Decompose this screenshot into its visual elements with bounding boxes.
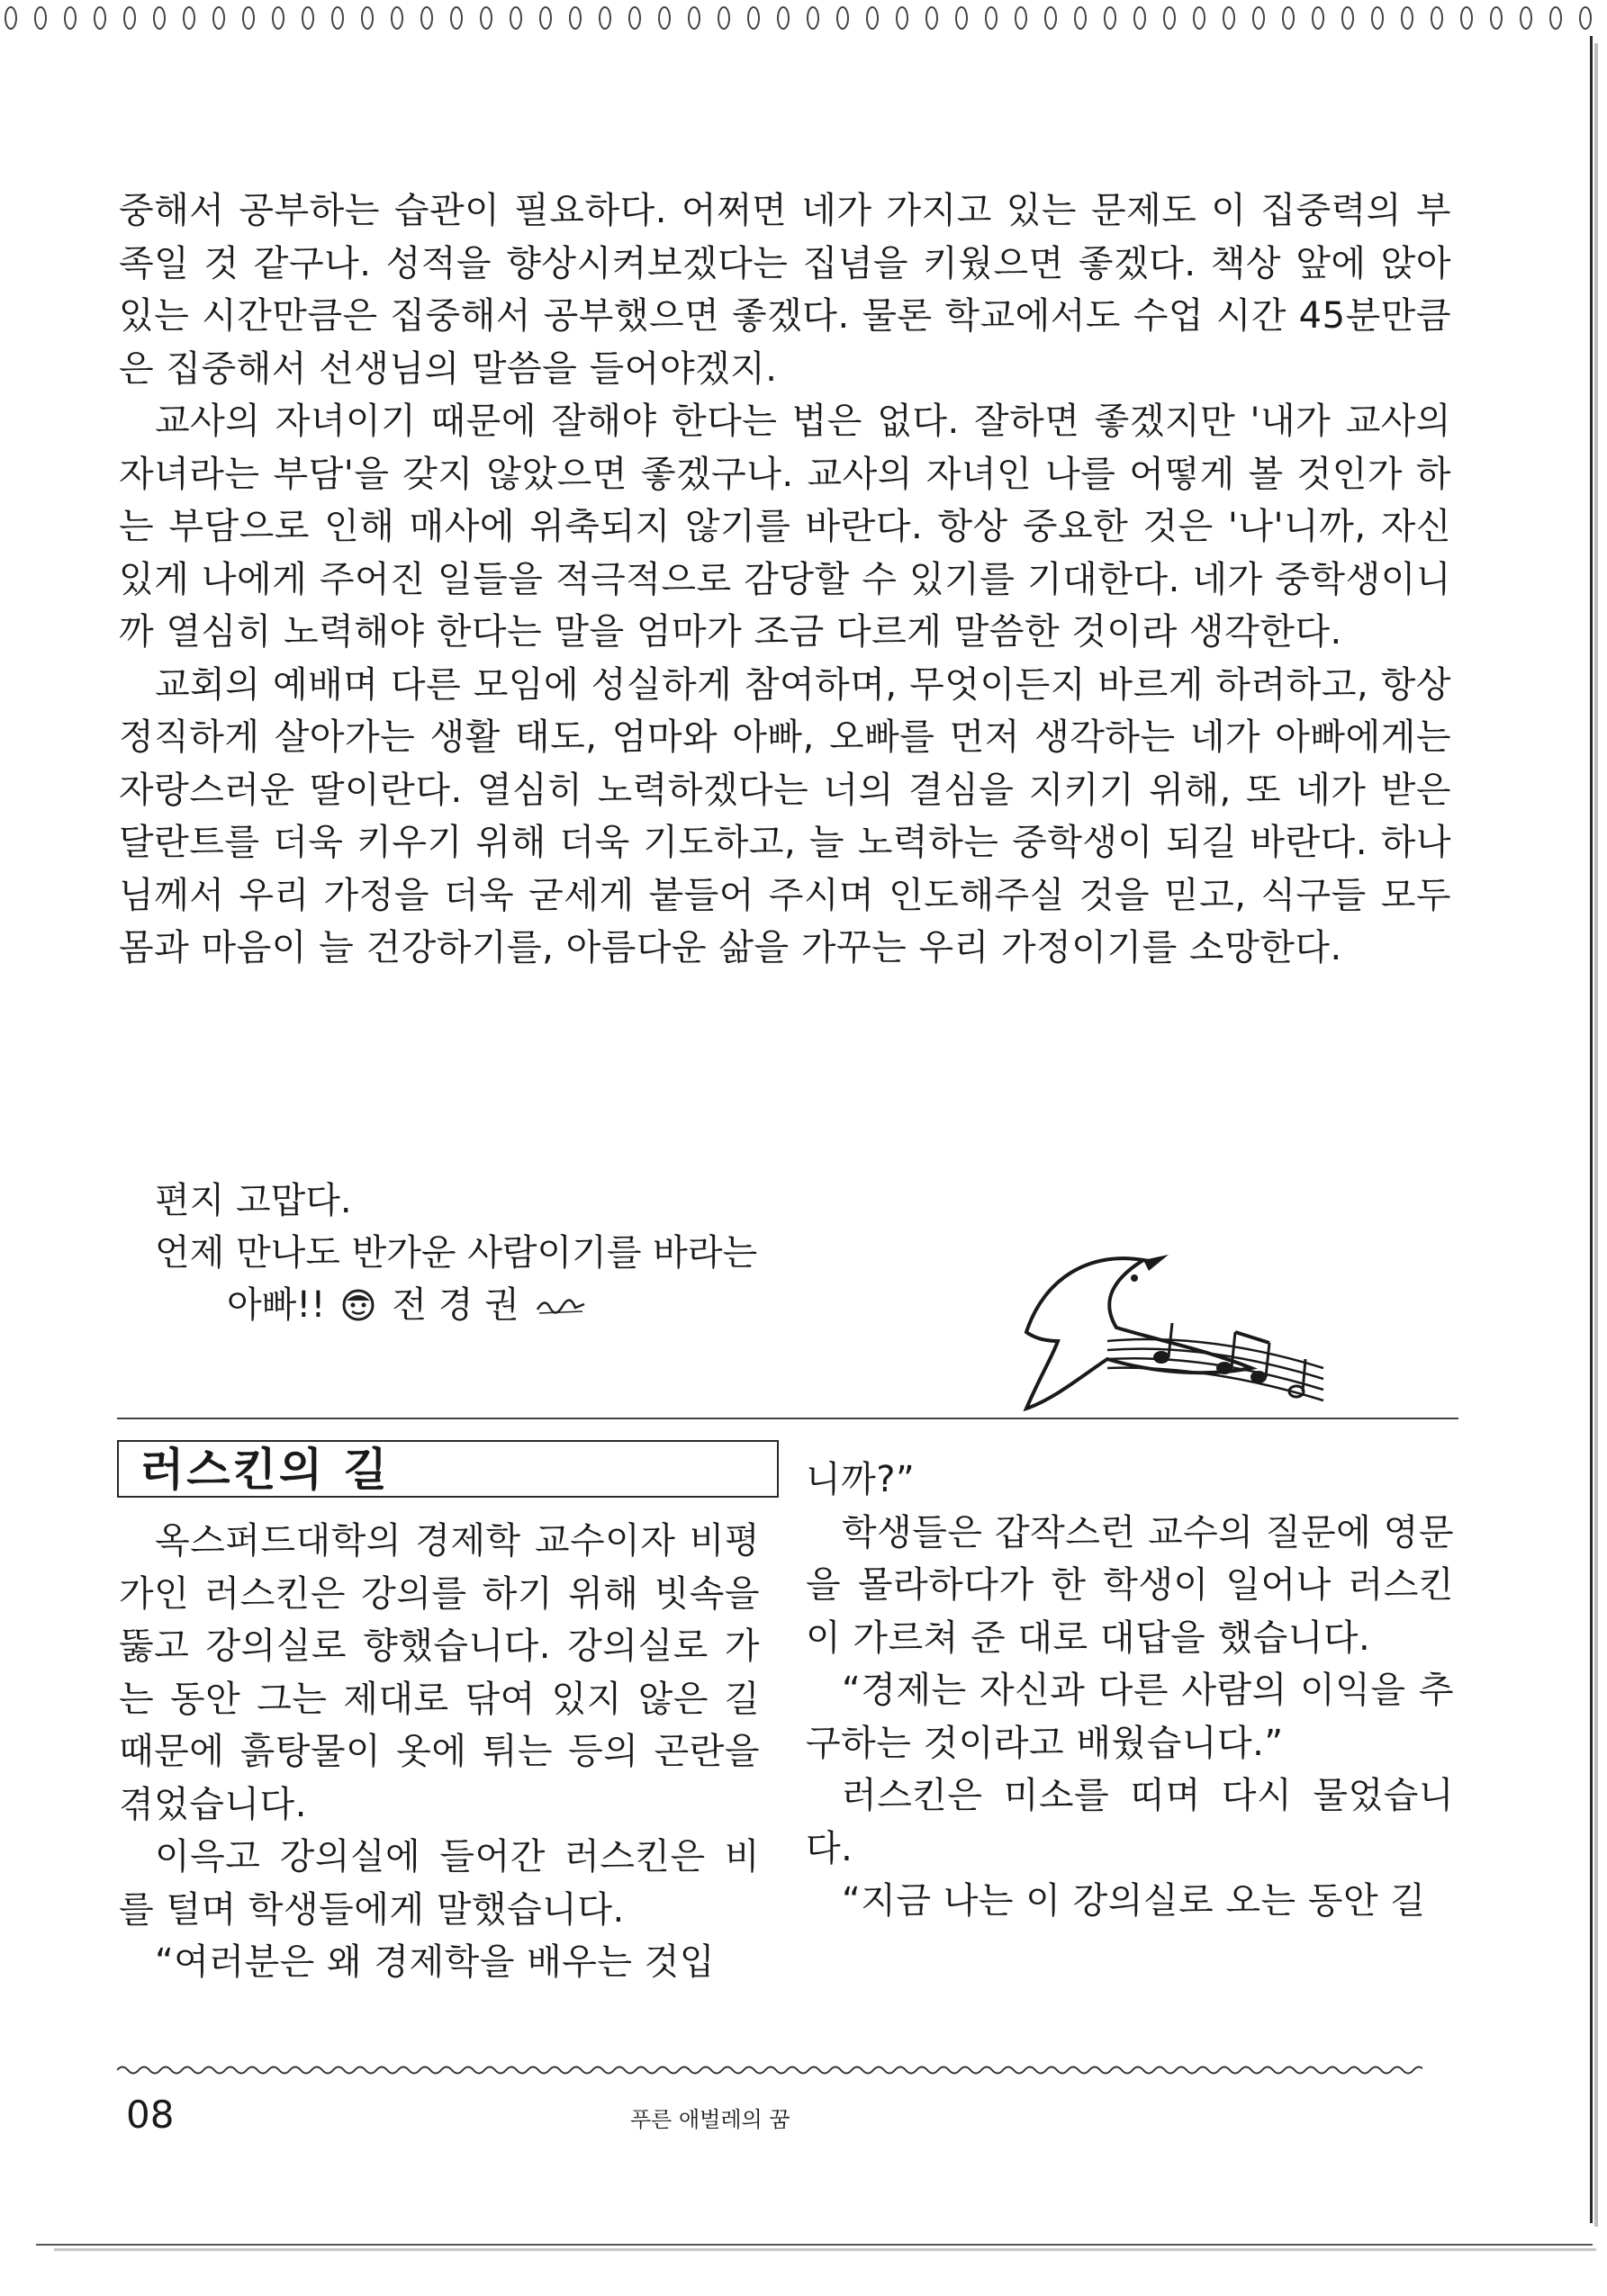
- spiral-ring: [1075, 7, 1086, 29]
- spiral-ring: [570, 7, 581, 29]
- spiral-ring: [1164, 7, 1175, 29]
- spiral-ring: [986, 7, 997, 29]
- spiral-ring: [689, 7, 700, 29]
- spiral-ring: [1491, 7, 1502, 29]
- spiral-ring: [956, 7, 967, 29]
- signature-name: 전 경 권: [392, 1284, 519, 1326]
- letter-paragraph-2: 교사의 자녀이기 때문에 잘해야 한다는 법은 없다. 잘하면 좋겠지만 '내가 교사의 자녀라는 부담'을 갖지 않았으면 좋겠구나. 교사의 자녀인 나를 어떻게 볼 것인가 하는 부담으로 인해 매사에 위축되지 않기를 바란다. 항상 중요한 것은 '나'니까, 자신 있게 나에게 주어진 일들을 적극적으로 감당할 수 있기를 기대한다. 네가 중학생이니까 열심히 노력해야 한다는 말을 엄마가 조금 다르게 말씀한 것이라 생각한다.: [119, 401, 1451, 653]
- signature: [155, 1279, 965, 1331]
- spiral-ring: [1431, 7, 1442, 29]
- article-left-paragraph-1: 옥스퍼드대학의 경제학 교수이자 비평가인 러스킨은 강의를 하기 위해 빗속을 뚫고 강의실로 향했습니다. 강의실로 가는 동안 그는 제대로 닦여 있지 않은 길 때문에 흙탕물이 옷에 튀는 등의 곤란을 겪었습니다.: [119, 1520, 760, 1825]
- spiral-ring: [481, 7, 492, 29]
- spiral-ring: [362, 7, 373, 29]
- spiral-ring: [273, 7, 284, 29]
- spiral-ring: [867, 7, 878, 29]
- letter-paragraph-3: 교회의 예배며 다른 모임에 성실하게 참여하며, 무엇이든지 바르게 하려하고, 항상 정직하게 살아가는 생활 태도, 엄마와 아빠, 오빠를 먼저 생각하는 네가 아빠에게는 자랑스러운 딸이란다. 열심히 노력하겠다는 너의 결심을 지키기 위해, 또 네가 받은 달란트를 더욱 키우기 위해 더욱 기도하고, 늘 노력하는 중학생이 되길 바란다. 하나님께서 우리 가정을 더욱 굳세게 붙들어 주시며 인도해주실 것을 믿고, 식구들 모두 몸과 마음이 늘 건강하기를, 아름다운 삶을 가꾸는 우리 가정이기를 소망한다.: [119, 663, 1451, 968]
- spiral-ring: [243, 7, 254, 29]
- article-right-column: [806, 1454, 1454, 1928]
- spiral-binding: [0, 0, 1607, 36]
- spiral-ring: [1521, 7, 1531, 29]
- article-left-paragraph-3: “여러분은 왜 경제학을 배우는 것입: [155, 1941, 716, 1983]
- spiral-ring: [510, 7, 521, 29]
- article-left-column: [119, 1515, 760, 1989]
- article-right-paragraph-3: 러스킨은 미소를 띠며 다시 물었습니다.: [806, 1775, 1454, 1869]
- spiral-ring: [1105, 7, 1115, 29]
- spiral-ring: [837, 7, 848, 29]
- article-right-paragraph-4: “지금 나는 이 강의실로 오는 동안 길: [842, 1880, 1426, 1922]
- spiral-ring: [1134, 7, 1145, 29]
- spiral-ring: [1223, 7, 1234, 29]
- spiral-ring: [5, 7, 16, 29]
- spiral-ring: [124, 7, 135, 29]
- spiral-ring: [778, 7, 789, 29]
- spiral-ring: [540, 7, 551, 29]
- letter-closing: [155, 1175, 965, 1331]
- spiral-ring: [1461, 7, 1472, 29]
- spiral-ring: [808, 7, 818, 29]
- article-left-paragraph-2: 이윽고 강의실에 들어간 러스킨은 비를 털며 학생들에게 말했습니다.: [119, 1836, 760, 1931]
- spiral-ring: [213, 7, 224, 29]
- page-number: 08: [126, 2093, 175, 2137]
- spiral-ring: [629, 7, 640, 29]
- spiral-ring: [718, 7, 729, 29]
- spiral-ring: [1313, 7, 1323, 29]
- article-right-paragraph-2: “경제는 자신과 다른 사람의 이익을 추구하는 것이라고 배웠습니다.”: [806, 1670, 1454, 1764]
- spiral-ring: [1045, 7, 1056, 29]
- spiral-ring: [95, 7, 105, 29]
- spiral-ring: [1194, 7, 1205, 29]
- spiral-ring: [1253, 7, 1264, 29]
- spiral-ring: [392, 7, 402, 29]
- smiley-face-icon: [341, 1288, 375, 1322]
- section-divider: [117, 1418, 1458, 1419]
- closing-thanks: 편지 고맙다.: [155, 1180, 352, 1221]
- spiral-ring: [184, 7, 194, 29]
- book-title: 푸른 애벌레의 꿈: [630, 2107, 790, 2132]
- article-right-first-line: 니까?”: [806, 1459, 916, 1500]
- page-frame-bottom-shadow: [54, 2248, 1596, 2251]
- spiral-ring: [421, 7, 432, 29]
- spiral-ring: [1372, 7, 1383, 29]
- signature-prefix: 아빠!!: [227, 1284, 326, 1326]
- spiral-ring: [154, 7, 165, 29]
- spiral-ring: [897, 7, 907, 29]
- spiral-ring: [1580, 7, 1591, 29]
- spiral-ring: [659, 7, 670, 29]
- spiral-ring: [35, 7, 46, 29]
- spiral-ring: [1550, 7, 1561, 29]
- letter-body: [119, 185, 1451, 975]
- spiral-ring: [1016, 7, 1026, 29]
- page-frame-shadow: [1594, 43, 1598, 2227]
- spiral-ring: [65, 7, 76, 29]
- spiral-ring: [1402, 7, 1413, 29]
- spiral-ring: [748, 7, 759, 29]
- spiral-ring: [332, 7, 343, 29]
- spiral-ring: [600, 7, 610, 29]
- bird-with-music-notes: [1008, 1242, 1332, 1413]
- section-title: 러스킨의 길: [140, 1444, 390, 1496]
- letter-paragraph-1: 중해서 공부하는 습관이 필요하다. 어쩌면 네가 가지고 있는 문제도 이 집중력의 부족일 것 같구나. 성적을 향상시켜보겠다는 집념을 키웠으면 좋겠다. 책상 앞에 앉아 있는 시간만큼은 집중해서 공부했으면 좋겠다. 물론 학교에서도 수업 시간 45분만큼은 집중해서 선생님의 말씀을 들어야겠지.: [119, 190, 1451, 390]
- spiral-ring: [451, 7, 462, 29]
- article-right-paragraph-1: 학생들은 갑작스런 교수의 질문에 영문을 몰라하다가 한 학생이 일어나 러스킨이 가르쳐 준 대로 대답을 했습니다.: [806, 1511, 1454, 1659]
- closing-line: 언제 만나도 반가운 사람이기를 바라는: [155, 1232, 758, 1274]
- spiral-ring: [302, 7, 313, 29]
- spiral-ring: [926, 7, 937, 29]
- footer-wave-line: [117, 2061, 1422, 2079]
- section-title-box: [117, 1440, 779, 1498]
- scribble-icon: [536, 1293, 586, 1317]
- spiral-ring: [1283, 7, 1294, 29]
- spiral-ring: [1342, 7, 1353, 29]
- page-frame-right: [1590, 36, 1593, 2223]
- page-frame-bottom: [36, 2244, 1593, 2246]
